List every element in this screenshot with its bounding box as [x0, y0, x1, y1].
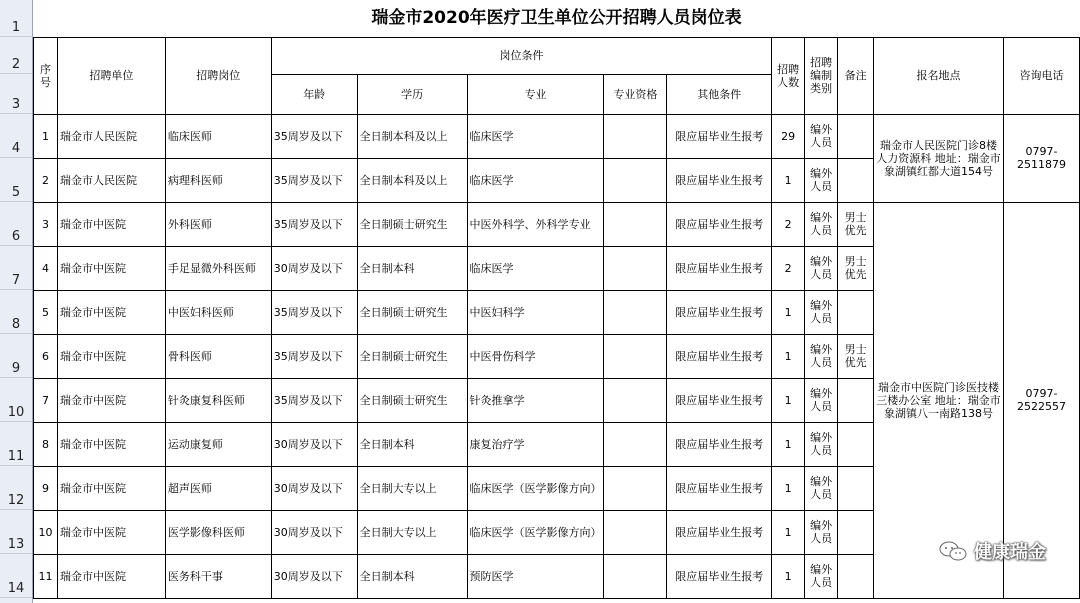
cell-notes[interactable]	[838, 290, 874, 334]
cell-other[interactable]: 限应届毕业生报考	[667, 290, 772, 334]
cell-staffing[interactable]: 编外人员	[805, 378, 838, 422]
cell-count[interactable]: 29	[772, 114, 805, 158]
cell-position[interactable]: 手足显微外科医师	[165, 246, 271, 290]
header-staffing[interactable]: 招聘编制类别	[805, 37, 838, 114]
cell-notes[interactable]	[838, 158, 874, 202]
cell-major[interactable]: 中医骨伤科学	[467, 334, 604, 378]
row-number[interactable]: 11	[0, 422, 32, 466]
cell-qualification[interactable]	[604, 510, 667, 554]
cell-count[interactable]: 1	[772, 510, 805, 554]
wechat-icon	[938, 540, 968, 562]
cell-unit[interactable]: 瑞金市中医院	[57, 246, 165, 290]
cell-qualification[interactable]	[604, 114, 667, 158]
cell-other[interactable]: 限应届毕业生报考	[667, 378, 772, 422]
header-notes[interactable]: 备注	[838, 37, 874, 114]
cell-age[interactable]: 35周岁及以下	[271, 334, 357, 378]
cell-qualification[interactable]	[604, 466, 667, 510]
header-age[interactable]: 年龄	[271, 74, 357, 114]
cell-position[interactable]: 临床医师	[165, 114, 271, 158]
cell-major[interactable]: 康复治疗学	[467, 422, 604, 466]
cell-education[interactable]: 全日制大专以上	[357, 510, 467, 554]
cell-other[interactable]: 限应届毕业生报考	[667, 334, 772, 378]
cell-qualification[interactable]	[604, 378, 667, 422]
cell-education[interactable]: 全日制本科	[357, 422, 467, 466]
cell-major[interactable]: 针灸推拿学	[467, 378, 604, 422]
cell-education[interactable]: 全日制硕士研究生	[357, 290, 467, 334]
cell-age[interactable]: 35周岁及以下	[271, 202, 357, 246]
cell-count[interactable]: 1	[772, 290, 805, 334]
table-row	[34, 202, 1080, 246]
cell-staffing[interactable]: 编外人员	[805, 554, 838, 598]
cell-major[interactable]: 预防医学	[467, 554, 604, 598]
cell-notes[interactable]	[838, 422, 874, 466]
cell-unit[interactable]: 瑞金市中医院	[57, 202, 165, 246]
header-other[interactable]: 其他条件	[667, 74, 772, 114]
cell-unit[interactable]: 瑞金市中医院	[57, 510, 165, 554]
row-number[interactable]: 10	[0, 378, 32, 422]
cell-qualification[interactable]	[604, 290, 667, 334]
cell-phone[interactable]: 0797-2522557	[1003, 202, 1079, 598]
header-count[interactable]: 招聘人数	[772, 37, 805, 114]
row-number[interactable]: 3	[0, 74, 32, 114]
row-number[interactable]: 14	[0, 554, 32, 598]
cell-staffing[interactable]: 编外人员	[805, 114, 838, 158]
cell-education[interactable]: 全日制本科	[357, 246, 467, 290]
cell-position[interactable]: 骨科医师	[165, 334, 271, 378]
cell-position[interactable]: 中医妇科医师	[165, 290, 271, 334]
cell-other[interactable]: 限应届毕业生报考	[667, 246, 772, 290]
cell-staffing[interactable]: 编外人员	[805, 422, 838, 466]
row-number[interactable]: 9	[0, 334, 32, 378]
cell-major[interactable]: 临床医学（医学影像方向）	[467, 466, 604, 510]
header-unit[interactable]: 招聘单位	[57, 37, 165, 114]
cell-notes[interactable]: 男士优先	[838, 334, 874, 378]
header-location[interactable]: 报名地点	[874, 37, 1004, 114]
cell-major[interactable]: 中医外科学、外科学专业	[467, 202, 604, 246]
cell-seq[interactable]: 5	[34, 290, 58, 334]
row-number[interactable]: 6	[0, 202, 32, 246]
cell-major[interactable]: 临床医学（医学影像方向）	[467, 510, 604, 554]
cell-seq[interactable]: 3	[34, 202, 58, 246]
row-header-column	[0, 0, 33, 603]
row-number[interactable]: 1	[0, 0, 32, 37]
cell-age[interactable]: 30周岁及以下	[271, 510, 357, 554]
recruitment-table	[33, 0, 1080, 599]
cell-education[interactable]: 全日制本科及以上	[357, 114, 467, 158]
cell-notes[interactable]: 男士优先	[838, 246, 874, 290]
cell-education[interactable]: 全日制硕士研究生	[357, 378, 467, 422]
cell-education[interactable]: 全日制硕士研究生	[357, 202, 467, 246]
cell-qualification[interactable]	[604, 202, 667, 246]
table-row	[34, 114, 1080, 158]
cell-seq[interactable]: 9	[34, 466, 58, 510]
cell-position[interactable]: 运动康复师	[165, 422, 271, 466]
header-phone[interactable]: 咨询电话	[1003, 37, 1079, 114]
cell-qualification[interactable]	[604, 246, 667, 290]
cell-count[interactable]: 1	[772, 422, 805, 466]
cell-unit[interactable]: 瑞金市中医院	[57, 290, 165, 334]
cell-position[interactable]: 医务科干事	[165, 554, 271, 598]
cell-seq[interactable]: 8	[34, 422, 58, 466]
cell-notes[interactable]	[838, 378, 874, 422]
cell-notes[interactable]	[838, 114, 874, 158]
cell-age[interactable]: 35周岁及以下	[271, 290, 357, 334]
cell-location[interactable]: 瑞金市人民医院门诊8楼人力资源科 地址：瑞金市象湖镇红都大道154号	[874, 114, 1004, 202]
cell-count[interactable]: 1	[772, 466, 805, 510]
header-position[interactable]: 招聘岗位	[165, 37, 271, 114]
cell-staffing[interactable]: 编外人员	[805, 466, 838, 510]
cell-age[interactable]: 30周岁及以下	[271, 422, 357, 466]
row-number[interactable]: 12	[0, 466, 32, 510]
cell-seq[interactable]: 4	[34, 246, 58, 290]
cell-count[interactable]: 1	[772, 378, 805, 422]
cell-other[interactable]: 限应届毕业生报考	[667, 114, 772, 158]
cell-notes[interactable]	[838, 554, 874, 598]
cell-other[interactable]: 限应届毕业生报考	[667, 422, 772, 466]
cell-other[interactable]: 限应届毕业生报考	[667, 158, 772, 202]
cell-unit[interactable]: 瑞金市人民医院	[57, 114, 165, 158]
header-conditions[interactable]: 岗位条件	[271, 37, 771, 74]
cell-seq[interactable]: 1	[34, 114, 58, 158]
cell-count[interactable]: 1	[772, 334, 805, 378]
row-number[interactable]: 2	[0, 37, 32, 74]
watermark	[938, 538, 1046, 564]
header-seq[interactable]: 序号	[34, 37, 58, 114]
row-number[interactable]: 5	[0, 158, 32, 202]
cell-count[interactable]: 1	[772, 554, 805, 598]
cell-unit[interactable]: 瑞金市人民医院	[57, 158, 165, 202]
cell-unit[interactable]: 瑞金市中医院	[57, 422, 165, 466]
cell-staffing[interactable]: 编外人员	[805, 158, 838, 202]
cell-other[interactable]: 限应届毕业生报考	[667, 202, 772, 246]
row-number[interactable]: 13	[0, 510, 32, 554]
cell-seq[interactable]: 7	[34, 378, 58, 422]
cell-position[interactable]: 医学影像科医师	[165, 510, 271, 554]
cell-count[interactable]: 1	[772, 158, 805, 202]
cell-unit[interactable]: 瑞金市中医院	[57, 334, 165, 378]
cell-staffing[interactable]: 编外人员	[805, 334, 838, 378]
cell-age[interactable]: 35周岁及以下	[271, 158, 357, 202]
cell-qualification[interactable]	[604, 422, 667, 466]
cell-unit[interactable]: 瑞金市中医院	[57, 554, 165, 598]
header-qualification[interactable]: 专业资格	[604, 74, 667, 114]
cell-other[interactable]: 限应届毕业生报考	[667, 466, 772, 510]
cell-notes[interactable]: 男士优先	[838, 202, 874, 246]
cell-position[interactable]: 针灸康复科医师	[165, 378, 271, 422]
cell-major[interactable]: 临床医学	[467, 158, 604, 202]
cell-count[interactable]: 2	[772, 202, 805, 246]
row-number[interactable]: 8	[0, 290, 32, 334]
cell-seq[interactable]: 2	[34, 158, 58, 202]
cell-other[interactable]: 限应届毕业生报考	[667, 510, 772, 554]
cell-position[interactable]: 病理科医师	[165, 158, 271, 202]
cell-staffing[interactable]: 编外人员	[805, 202, 838, 246]
cell-staffing[interactable]: 编外人员	[805, 510, 838, 554]
cell-education[interactable]: 全日制大专以上	[357, 466, 467, 510]
cell-qualification[interactable]	[604, 334, 667, 378]
cell-other[interactable]: 限应届毕业生报考	[667, 554, 772, 598]
page-title[interactable]: 瑞金市2020年医疗卫生单位公开招聘人员岗位表	[34, 0, 1080, 37]
cell-staffing[interactable]: 编外人员	[805, 290, 838, 334]
cell-notes[interactable]	[838, 466, 874, 510]
cell-position[interactable]: 外科医师	[165, 202, 271, 246]
cell-education[interactable]: 全日制硕士研究生	[357, 334, 467, 378]
cell-seq[interactable]: 6	[34, 334, 58, 378]
header-major[interactable]: 专业	[467, 74, 604, 114]
header-education[interactable]: 学历	[357, 74, 467, 114]
cell-education[interactable]: 全日制本科及以上	[357, 158, 467, 202]
cell-phone[interactable]: 0797-2511879	[1003, 114, 1079, 202]
row-number[interactable]: 4	[0, 114, 32, 158]
spreadsheet-area	[33, 0, 1080, 603]
watermark-text: 健康瑞金	[974, 542, 1046, 563]
cell-unit[interactable]: 瑞金市中医院	[57, 466, 165, 510]
cell-staffing[interactable]: 编外人员	[805, 246, 838, 290]
cell-location[interactable]: 瑞金市中医院门诊医技楼三楼办公室 地址：瑞金市象湖镇八一南路138号	[874, 202, 1004, 598]
cell-notes[interactable]	[838, 510, 874, 554]
cell-major[interactable]: 中医妇科学	[467, 290, 604, 334]
row-number[interactable]: 7	[0, 246, 32, 290]
cell-seq[interactable]: 11	[34, 554, 58, 598]
cell-major[interactable]: 临床医学	[467, 114, 604, 158]
cell-unit[interactable]: 瑞金市中医院	[57, 378, 165, 422]
cell-qualification[interactable]	[604, 158, 667, 202]
cell-seq[interactable]: 10	[34, 510, 58, 554]
cell-qualification[interactable]	[604, 554, 667, 598]
cell-education[interactable]: 全日制本科	[357, 554, 467, 598]
cell-age[interactable]: 30周岁及以下	[271, 554, 357, 598]
cell-age[interactable]: 35周岁及以下	[271, 114, 357, 158]
cell-age[interactable]: 35周岁及以下	[271, 378, 357, 422]
cell-position[interactable]: 超声医师	[165, 466, 271, 510]
cell-age[interactable]: 30周岁及以下	[271, 246, 357, 290]
cell-age[interactable]: 30周岁及以下	[271, 466, 357, 510]
cell-major[interactable]: 临床医学	[467, 246, 604, 290]
cell-count[interactable]: 2	[772, 246, 805, 290]
